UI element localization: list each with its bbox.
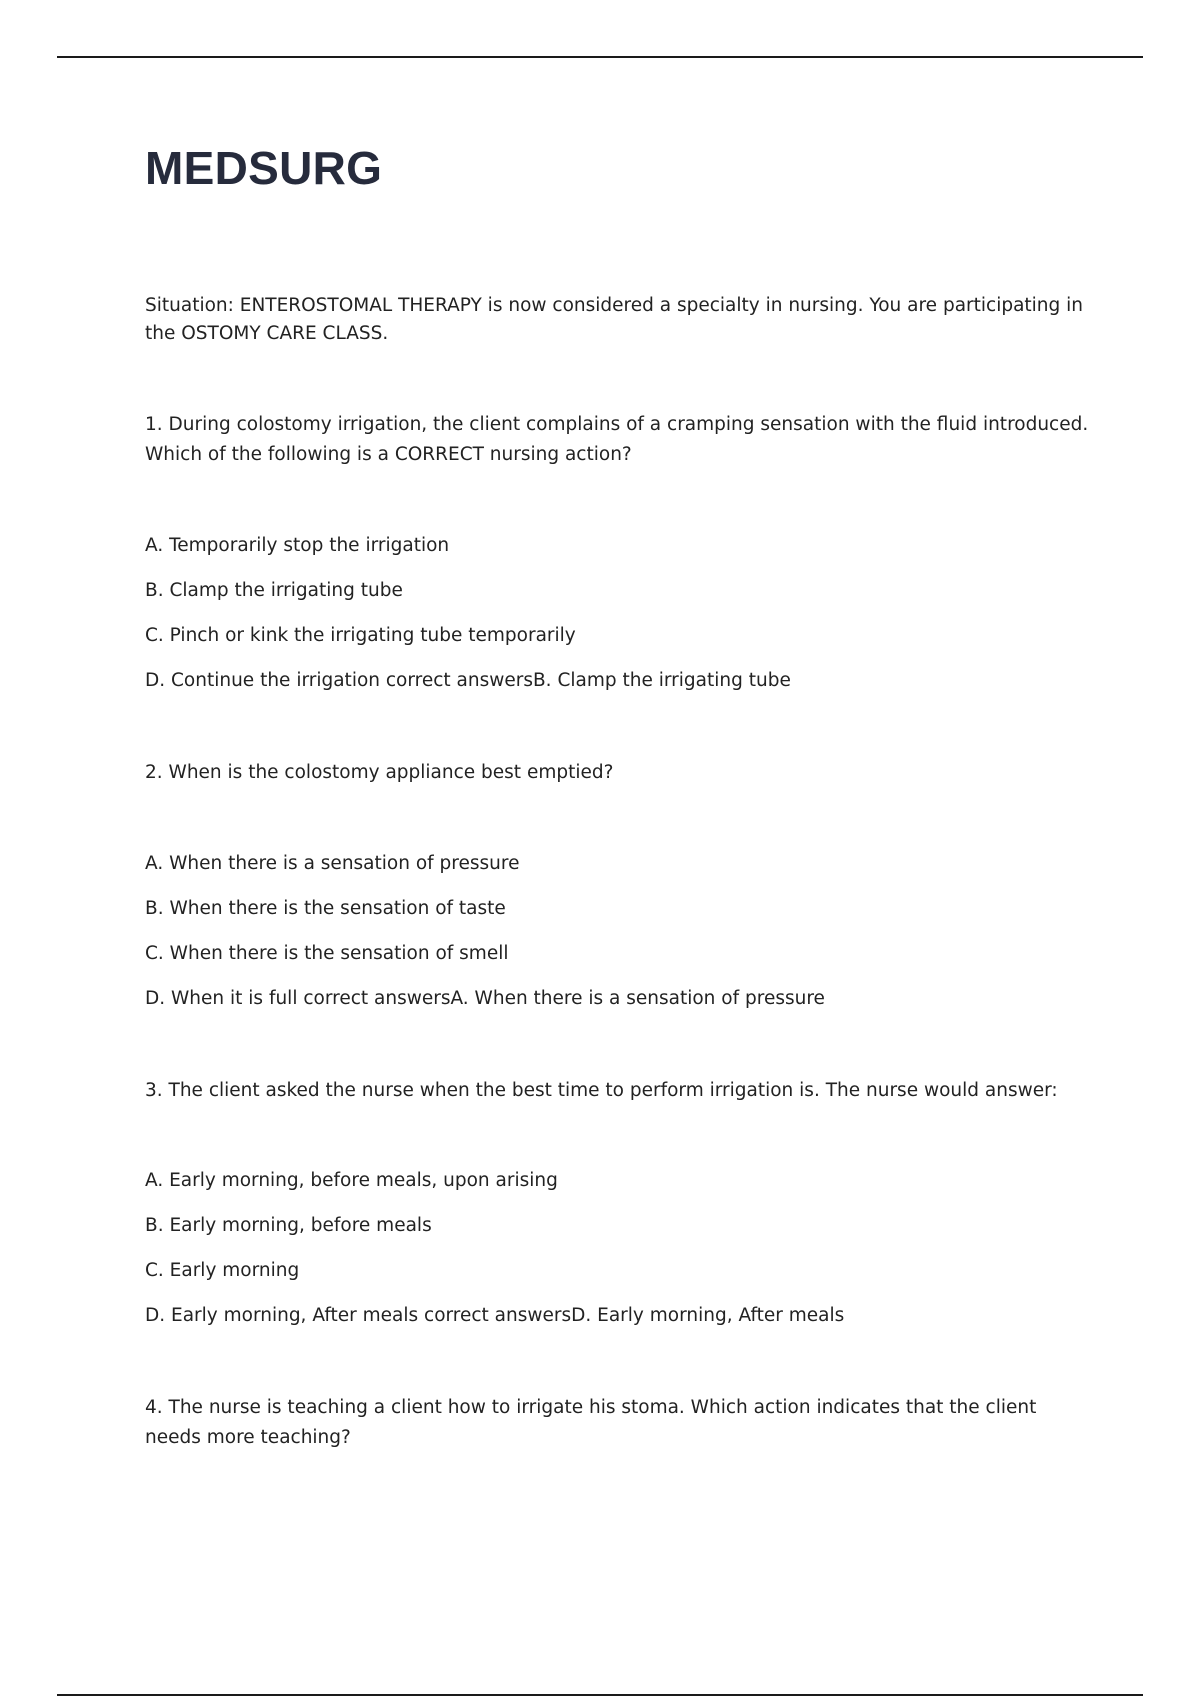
option-b: B. Clamp the irrigating tube [145, 580, 403, 601]
option-a: A. When there is a sensation of pressure [145, 853, 520, 874]
question-1-options [145, 523, 1095, 703]
situation-paragraph: Situation: ENTEROSTOMAL THERAPY is now considered a specialty in nursing. You are participating in the OSTOMY CARE CLASS. [145, 295, 1084, 344]
question-text: 4. The nurse is teaching a client how to irrigate his stoma. Which action indicates that the client needs more teaching? [145, 1397, 1037, 1448]
bottom-rule [57, 1694, 1143, 1696]
document-title: MEDSURG [145, 142, 383, 194]
question-3-options [145, 1158, 1095, 1338]
option-c: C. When there is the sensation of smell [145, 943, 509, 964]
option-d: D. Early morning, After meals correct answersD. Early morning, After meals [145, 1305, 845, 1326]
option-c: C. Pinch or kink the irrigating tube temporarily [145, 625, 576, 646]
top-rule [57, 56, 1143, 58]
option-b: B. Early morning, before meals [145, 1215, 432, 1236]
option-a: A. Temporarily stop the irrigation [145, 535, 450, 556]
option-c: C. Early morning [145, 1260, 300, 1281]
option-a: A. Early morning, before meals, upon arising [145, 1170, 558, 1191]
option-d: D. When it is full correct answersA. When there is a sensation of pressure [145, 988, 825, 1009]
question-text: 2. When is the colostomy appliance best emptied? [145, 762, 614, 783]
question-1 [145, 410, 1095, 470]
question-2-options [145, 841, 1095, 1021]
option-b: B. When there is the sensation of taste [145, 898, 506, 919]
question-4 [145, 1393, 1095, 1453]
question-text: 3. The client asked the nurse when the best time to perform irrigation is. The nurse would answer: [145, 1080, 1058, 1101]
question-text: 1. During colostomy irrigation, the client complains of a cramping sensation with the fluid introduced. Which of the following is a CORRECT nursing action? [145, 414, 1089, 465]
question-3 [145, 1076, 1095, 1106]
option-d: D. Continue the irrigation correct answersB. Clamp the irrigating tube [145, 670, 791, 691]
question-2 [145, 758, 1095, 788]
